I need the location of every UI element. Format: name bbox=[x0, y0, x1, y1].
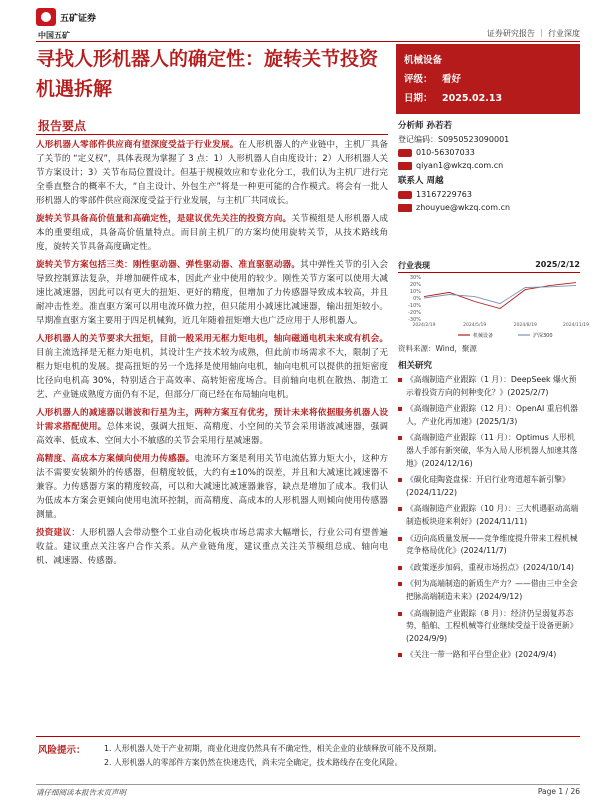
header-divider bbox=[36, 41, 580, 42]
rating-value: 看好 bbox=[442, 74, 462, 85]
analyst-heading: 分析师 孙若若 bbox=[398, 121, 452, 131]
analyst-license: 登记编码：S0950523090001 bbox=[398, 135, 510, 144]
paragraph: 旋转关节方案包括三类：刚性驱动器、弹性驱动器、准直驱驱动器。其中弹性关节的引入会导致控制算法复杂，并增加硬件成本，因此产业中使用的较少。刚性关节方案可以使用大减速比减速器，因此可以有更大的扭矩、更好的精度，但增加了力传感器导致成本较高，并且耐冲击性差。准直驱方案可以用电流环做力控，但只能用小减速比减速器，输出扭矩较小。早期准直驱方案主要用于四足机械狗，近几年随着扭矩增大也广泛应用于人形机器人。 bbox=[36, 260, 388, 326]
y-tick-label: 30% bbox=[409, 275, 421, 281]
chart-date: 2025/2/12 bbox=[535, 260, 580, 269]
related-item[interactable]: 《迈向高质量发展——竞争维度提升带来工程机械竞争格局优化》(2024/11/7) bbox=[398, 533, 580, 558]
chart-title: 行业表现 bbox=[398, 261, 430, 270]
paragraph: 旋转关节具备高价值量和高确定性，是建议优先关注的投资方向。关节模组是人形机器人成本的重要组成，具备高价值量特点。而目前主机厂的方案均使用旋转关节，从技术路线角度，旋转关节具备高度确定性。 bbox=[36, 214, 388, 252]
doc-type: 证券研究报告 ｜ 行业深度 bbox=[486, 29, 580, 38]
related-item[interactable]: 《碳化硅陶瓷盘探：开启行业弯道超车新引擎》(2024/11/22) bbox=[398, 474, 580, 499]
risk-list bbox=[104, 742, 580, 770]
rating-key: 评级： bbox=[404, 74, 433, 85]
footer-disclaimer: 请仔细阅读本报告末页声明 bbox=[36, 788, 126, 797]
paragraph: 投资建议：人形机器人会带动整个工业自动化板块市场总需求大幅增长，行业公司有望普遍收益。建议重点关注客户合作关系。从产业链角度，建议重点关注关节模组总成、轴向电机、减速器、传感器。 bbox=[36, 528, 388, 566]
contact-email[interactable]: zhouyue@wkzq.com.cn bbox=[416, 203, 511, 212]
analyst-info bbox=[398, 120, 580, 214]
legend-label: 沪深300 bbox=[533, 333, 553, 339]
related-item[interactable]: 《高端制造产业跟踪（8 月）：经济仍呈弱复苏态势，船舶、工程机械等行业继续受益于设备更新》(2024/9/9) bbox=[398, 608, 580, 646]
related-item[interactable]: 《高端制造产业跟踪（11 月）：Optimus 人形机器人手部有新突破，华为入局人形机器人加速其落地》(2024/12/16) bbox=[398, 432, 580, 470]
risk-label: 风险提示： bbox=[38, 745, 86, 756]
legend-label: 机械设备 bbox=[473, 333, 494, 339]
related-item[interactable]: 《政策逐步加码，重视市场拐点》(2024/10/14) bbox=[398, 562, 580, 575]
contact-heading: 联系人 周越 bbox=[398, 176, 444, 186]
email-icon bbox=[398, 204, 412, 212]
paragraph: 人形机器人的减速器以谐波和行星为主，两种方案互有优劣，预计未来将依据服务机器人设计需求搭配使用。总体来说，强调大扭矩、高精度、小空间的关节会采用谐波减速器，强调高效率、低成本、空间大小不敏感的关节会采用行星减速器。 bbox=[36, 408, 388, 446]
analyst-phone: 010-56307033 bbox=[416, 148, 475, 157]
related-item[interactable]: 《关注一带一路和平台型企业》(2024/9/4) bbox=[398, 649, 580, 662]
x-tick-label: 2024/11/19 bbox=[563, 323, 589, 328]
paragraph: 人形机器人零部件供应商有望深度受益于行业发展。在人形机器人的产业链中，主机厂具备了关节的 “定义权”，具体表现为掌握了 3 点：1）人形机器人自由度设计；2）人形机器人关节方案设计；3）关节布局位置设计。但基于规模效应和专业化分工，我们认为主机厂进行完全垂直整合的概率不大，“自主设计、外包生产”将是一种更可能的合作模式。将会有一批人形机器人的零部件供应商深度受益于行业发展，与主机厂共同成长。 bbox=[36, 140, 388, 206]
contact-phone: 13167229763 bbox=[416, 190, 472, 199]
y-tick-label: -10% bbox=[408, 303, 421, 309]
logo-name: 五矿证券 bbox=[60, 14, 97, 24]
date-key: 日期： bbox=[404, 93, 433, 104]
x-tick-label: 2024/5/19 bbox=[463, 323, 487, 328]
page-number: Page 1 / 26 bbox=[537, 787, 580, 796]
summary-divider bbox=[36, 134, 388, 135]
risk-divider bbox=[36, 736, 580, 737]
footer-divider bbox=[36, 784, 580, 785]
logo-sub: 中国五矿 bbox=[38, 31, 70, 40]
rating-box bbox=[396, 44, 580, 114]
x-tick-label: 2024/8/19 bbox=[513, 323, 537, 328]
industry-name: 机械设备 bbox=[404, 55, 443, 66]
series-line bbox=[424, 285, 576, 303]
paragraph: 人形机器人的关节要求大扭矩，目前一般采用无框力矩电机，轴向磁通电机未来或有机会。目前主流选择是无框力矩电机，其设计生产技术较为成熟，但此前市场需求不大，限制了无框力矩电机的发展。提高扭矩的另一个选择是使用轴向电机，轴向电机可以提供的扭矩密度比径向电机高 30%，特别适合于高效率、高转矩密度场合。目前轴向电机在散热、制造工艺、产业链成熟度方面仍有不足，但部分厂商已经在布局轴向电机。 bbox=[36, 334, 388, 400]
report-title: 寻找人形机器人的确定性：旋转关节投资机遇拆解 bbox=[36, 48, 379, 100]
x-tick-label: 2024/2/19 bbox=[412, 323, 436, 328]
related-item[interactable]: 《高端制造产业跟踪（10 月）：三大机遇驱动高端制造板块迎来利好》(2024/11/11) bbox=[398, 503, 580, 528]
industry-performance-chart bbox=[398, 260, 589, 340]
company-logo bbox=[36, 8, 126, 40]
chart-svg bbox=[398, 273, 589, 341]
related-heading: 相关研究 bbox=[398, 361, 433, 371]
related-item[interactable]: 《高端制造产业跟踪（1 月）：DeepSeek 爆火预示着投资方向的何种变化？》(2025/2/7) bbox=[398, 374, 580, 399]
risk-item: 2. 人形机器人的零部件方案仍然在快速迭代，尚未完全确定，技术路线存在变化风险。 bbox=[104, 758, 403, 767]
related-list bbox=[398, 374, 580, 666]
risk-item: 1. 人形机器人处于产业初期，商业化进度仍然具有不确定性，相关企业的业绩释放可能不及预期。 bbox=[104, 744, 442, 753]
y-tick-label: 10% bbox=[409, 289, 421, 295]
summary-body bbox=[36, 138, 388, 572]
logo-emblem-icon bbox=[36, 8, 56, 26]
phone-icon bbox=[398, 191, 412, 199]
phone-icon bbox=[398, 149, 412, 157]
chart-source: 资料来源：Wind，聚源 bbox=[398, 344, 477, 353]
summary-heading: 报告要点 bbox=[38, 119, 87, 133]
y-tick-label: -20% bbox=[408, 310, 421, 316]
date-value: 2025.02.13 bbox=[442, 93, 503, 104]
y-tick-label: 0% bbox=[413, 296, 421, 302]
related-item[interactable]: 《高端制造产业跟踪（12 月）：OpenAI 重启机器人，产业化再加速》(2025/1/3) bbox=[398, 403, 580, 428]
related-item[interactable]: 《何为高端制造的新质生产力？——借由三中全会把脉高端制造未来》(2024/9/12) bbox=[398, 578, 580, 603]
y-tick-label: -30% bbox=[408, 317, 421, 323]
paragraph: 高精度、高成本方案倾向使用力传感器。电流环方案是利用关节电流估算力矩大小，这种方法不需要安装额外的传感器，但精度较低，大约有±10%的误差，并且和大减速比减速器不兼容。力传感器方案的精度较高，可以和大减速比减速器兼容，缺点是增加了成本。我们认为低成本方案会更倾向使用电流环控制，而高精度、高成本的人形机器人则倾向使用传感器测量。 bbox=[36, 454, 388, 520]
y-tick-label: 20% bbox=[409, 282, 421, 288]
analyst-email[interactable]: qiyan1@wkzq.com.cn bbox=[416, 161, 504, 170]
email-icon bbox=[398, 162, 412, 170]
